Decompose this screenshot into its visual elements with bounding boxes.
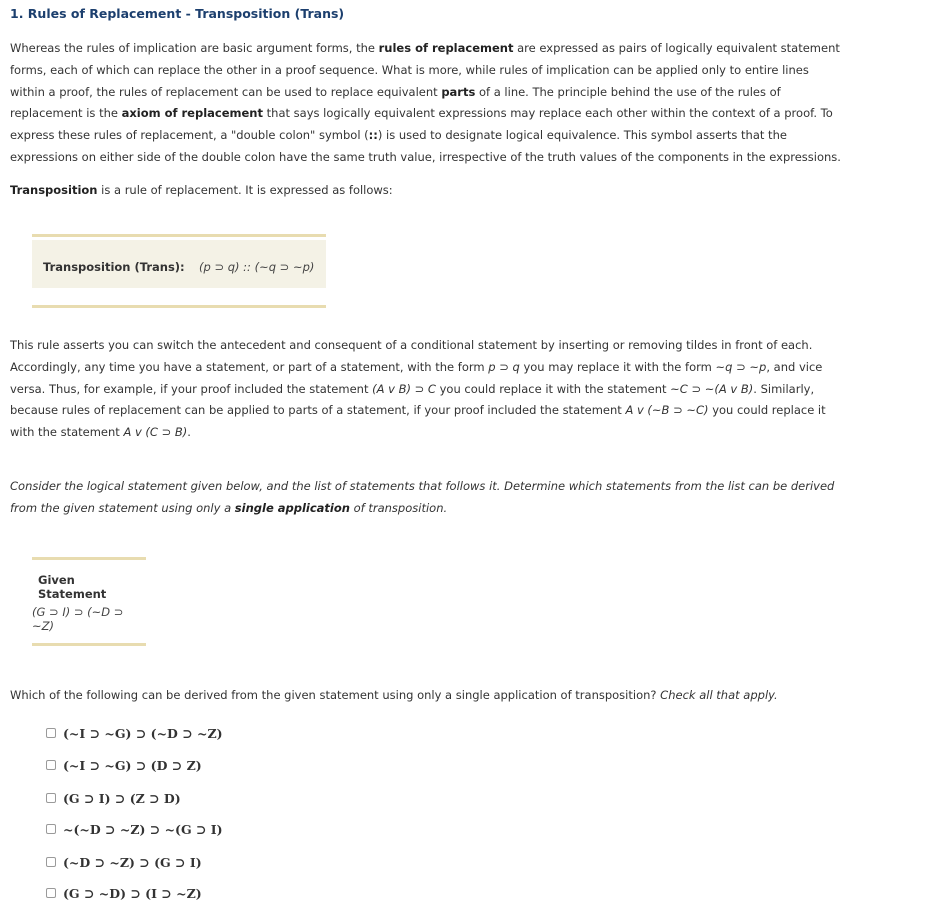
option-3-checkbox[interactable] <box>46 793 56 803</box>
rule-label: Transposition (Trans): <box>43 260 185 274</box>
option-6-checkbox[interactable] <box>46 888 56 898</box>
rule-formula: (p ⊃ q) :: (~q ⊃ ~p) <box>199 260 315 274</box>
option-4[interactable] <box>46 820 223 838</box>
given-statement-heading: Given Statement <box>38 573 107 601</box>
option-6[interactable] <box>46 884 202 902</box>
option-5[interactable] <box>46 853 202 871</box>
option-2-label: (~I ⊃ ~G) ⊃ (D ⊃ Z) <box>63 757 202 773</box>
option-6-label: (G ⊃ ~D) ⊃ (I ⊃ ~Z) <box>63 885 202 901</box>
option-2[interactable] <box>46 756 202 774</box>
question-text: Which of the following can be derived from the given statement using only a single application of transposition? Check all that apply. <box>10 688 778 702</box>
question-hint: Check all that apply. <box>660 688 778 702</box>
intro-paragraph: Whereas the rules of implication are basic argument forms, the rules of replacement are expressed as pairs of logically equivalent statement forms, each of which can replace the other in a proof sequence. What is more, while rules of implication can be applied only to entire lines within a proof, the rules of replacement can be used to replace equivalent parts of a line. The principle behind the use of the rules of replacement is the axiom of replacement that says logically equivalent expressions may replace each other within the context of a proof. To express these rules of replacement, a "double colon" symbol (::) is used to designate logical equivalence. This symbol asserts that the expressions on either side of the double colon have the same truth value, irrespective of the truth values of the components in the expressions. <box>10 41 841 164</box>
option-1-checkbox[interactable] <box>46 728 56 738</box>
option-2-checkbox[interactable] <box>46 760 56 770</box>
page-title: 1. Rules of Replacement - Transposition (Trans) <box>10 6 345 21</box>
given-statement-box <box>32 557 146 646</box>
rule-box <box>32 234 326 308</box>
option-5-checkbox[interactable] <box>46 857 56 867</box>
option-5-label: (~D ⊃ ~Z) ⊃ (G ⊃ I) <box>63 854 202 870</box>
option-4-checkbox[interactable] <box>46 824 56 834</box>
explanation-paragraph: This rule asserts you can switch the antecedent and consequent of a conditional statement by inserting or removing tildes in front of each. Accordingly, any time you have a statement, or part of a statement, with the form p ⊃ q you may replace it with the form ~q ⊃ ~p, and vice versa. Thus, for example, if your proof included the statement (A v B) ⊃ C you could replace it with the statement ~C ⊃ ~(A v B). Similarly, because rules of replacement can be applied to parts of a statement, if your proof included the statement A v (~B ⊃ ~C) you could replace it with the statement A v (C ⊃ B). <box>10 338 826 440</box>
given-statement-formula: (G ⊃ I) ⊃ (~D ⊃ ~Z) <box>32 605 124 633</box>
option-4-label: ~(~D ⊃ ~Z) ⊃ ~(G ⊃ I) <box>63 821 223 837</box>
transposition-intro: Transposition is a rule of replacement. It is expressed as follows: <box>10 183 393 197</box>
instruction-paragraph: Consider the logical statement given below, and the list of statements that follows it. Determine which statements from the list can be derived from the given statement using only a single application of transposition. <box>10 479 835 515</box>
option-3[interactable] <box>46 789 181 807</box>
option-1-label: (~I ⊃ ~G) ⊃ (~D ⊃ ~Z) <box>63 725 223 741</box>
option-1[interactable] <box>46 724 223 742</box>
option-3-label: (G ⊃ I) ⊃ (Z ⊃ D) <box>63 790 181 806</box>
